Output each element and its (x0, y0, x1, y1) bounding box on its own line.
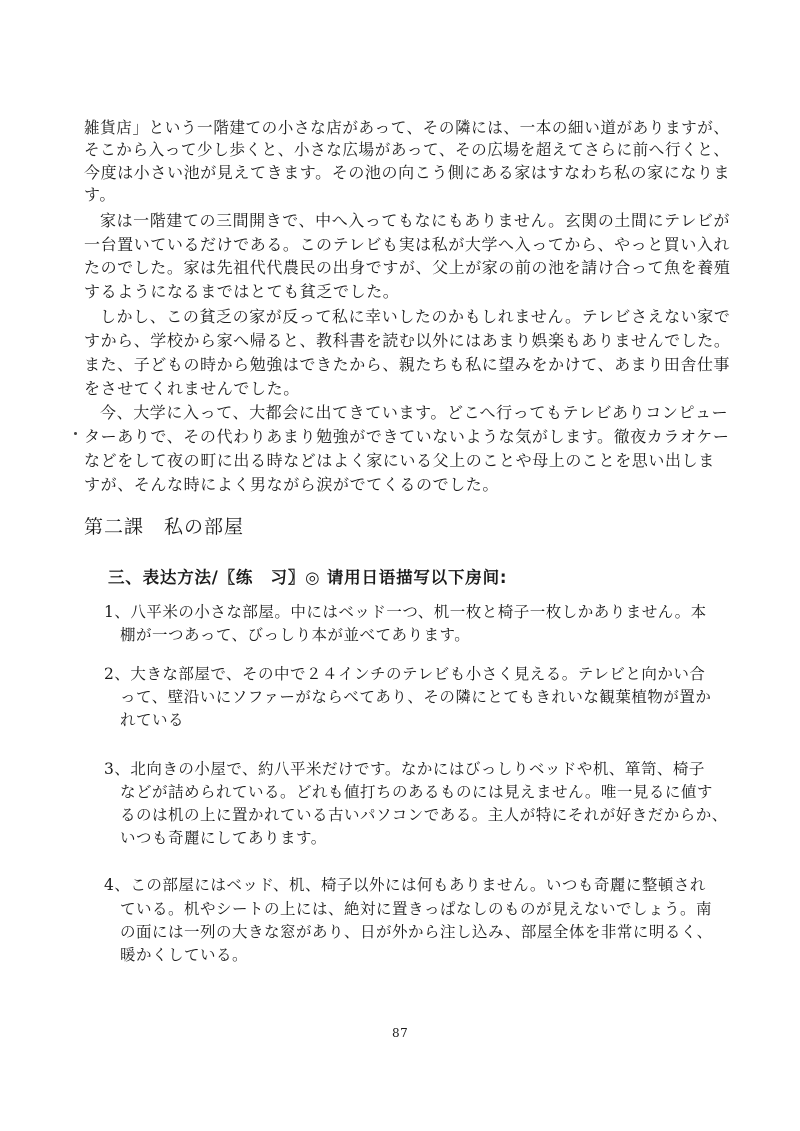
item-line: 棚が一つあって、びっしり本が並べてあります。 (120, 626, 471, 644)
item-line: 4、この部屋にはベッド、机、椅子以外には何もありません。いつも奇麗に整頓され (104, 876, 706, 894)
item-line: 3、北向きの小屋で、約八平米だけです。なかにはびっしりベッドや机、箪笥、椅子 (104, 760, 705, 778)
item-line: いつも奇麗にしてあります。 (120, 829, 327, 847)
section-title: 第二課 私の部屋 (84, 516, 245, 538)
item-line: などが詰められている。どれも値打ちのあるものには見えません。唯一見るに値す (120, 783, 713, 801)
body-line: また、子どもの時から勉強はできたから、親たちも私に望みをかけて、あまり田舎仕事 (84, 355, 731, 374)
body-line: 一台置いているだけである。このテレビも実は私が大学へ入ってから、やっと買い入れ (84, 235, 731, 254)
body-line: をさせてくれませんでした。 (84, 379, 300, 398)
item-line: れている (120, 711, 185, 729)
body-line: するようになるまではとても貧乏でした。 (84, 282, 400, 301)
item-line: の面には一列の大きな窓があり、日が外から注し込み、部屋全体を非常に明るく、 (120, 923, 713, 941)
body-line: 雑貨店」という一階建ての小さな店があって、その隣には、一本の細い道がありますが、 (84, 118, 730, 137)
item-line: 1、八平米の小さな部屋。中にはベッド一つ、机一枚と椅子一枚しかありません。本 (104, 603, 707, 621)
body-line: 今、大学に入って、大都会に出てきています。どこへ行ってもテレビありコンピュー (100, 403, 729, 422)
page-number: 87 (392, 1026, 409, 1040)
body-line: たのでした。家は先祖代代農民の出身ですが、父上が家の前の池を請け合って魚を養殖 (84, 258, 731, 277)
body-line: すが、そんな時によく男ながら涙がでてくるのでした。 (84, 475, 500, 494)
exercise-heading: 三、表达方法/〖练 习〗◎ 请用日语描写以下房间: (108, 568, 508, 587)
item-line: ている。机やシートの上には、絶対に置きっぱなしのものが見えないでしょう。南 (120, 900, 713, 918)
item-line: 暖かくしている。 (120, 946, 249, 964)
body-line: す。 (84, 185, 116, 204)
body-line: 今度は小さい池が見えてきます。その池の向こう側にある家はすなわち私の家になりま (84, 163, 731, 182)
item-line: って、壁沿いにソファーがならべてあり、その隣にとてもきれいな観葉植物が置か (120, 688, 712, 706)
body-line: そこから入って少し歩くと、小さな広場があって、その広場を超えてさらに前へ行くと、 (84, 140, 730, 159)
body-line: ターありで、その代わりあまり勉強ができていないような気がします。徹夜カラオケー (84, 427, 730, 446)
item-line: 2、大きな部屋で、その中で２４インチのテレビも小さく見える。テレビと向かい合 (104, 665, 706, 683)
body-line: などをして夜の町に出る時などはよく家にいる父上のことや母上のことを思い出しま (84, 451, 715, 470)
body-line: すから、学校から家へ帰ると、教科書を読む以外にはあまり娯楽もありませんでした。 (84, 331, 731, 350)
item-line: るのは机の上に置かれている古いパソコンである。主人が特にそれが好きだからか、 (120, 806, 728, 824)
scan-speck (74, 432, 77, 435)
body-line: 家は一階建ての三間開きで、中へ入ってもなにもありません。玄関の土間にテレビが (100, 211, 731, 230)
body-line: しかし、この貧乏の家が反って私に幸いしたのかもしれません。テレビさえない家で (100, 307, 731, 326)
